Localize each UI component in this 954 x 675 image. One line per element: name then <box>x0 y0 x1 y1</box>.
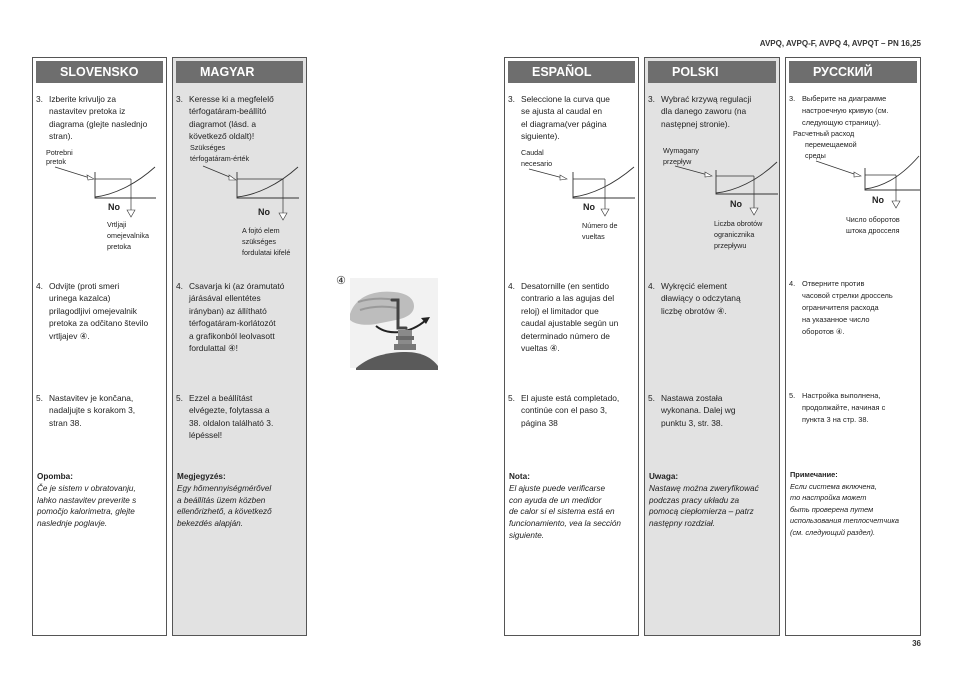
flow-label: перемещаемой <box>805 140 857 149</box>
no-label: No <box>730 199 742 209</box>
step-text: Nastavitev je končana, nadaljujte s korakom 3, stran 38. <box>49 393 136 428</box>
turns-label: Liczba obrotów <box>714 219 763 228</box>
note <box>37 471 162 530</box>
step-5 <box>508 392 634 429</box>
turns-label: Vrtljaji <box>107 220 127 229</box>
turns-label: A fojtó elem <box>242 226 280 235</box>
column-title: РУССКИЙ <box>789 61 917 83</box>
note-title: Uwaga: <box>649 472 679 481</box>
flow-label: Szükséges <box>190 143 226 152</box>
no-label: No <box>872 195 884 205</box>
no-label: No <box>258 207 270 217</box>
turns-label: штока дросселя <box>846 226 900 235</box>
flow-label: necesario <box>521 159 553 168</box>
flow-label: térfogatáram-érték <box>190 154 250 163</box>
step-text: Ezzel a beállítást elvégezte, folytassa a 38. oldalon található 3. lépéssel! <box>189 393 274 441</box>
column-title: SLOVENSKO <box>36 61 163 83</box>
step-number: 4. <box>176 281 183 291</box>
step-4 <box>176 280 302 354</box>
turns-label: vueltas <box>582 232 605 241</box>
step-text: Keresse ki a megfelelő térfogatáram-beállító diagramot (lásd. a következő oldalt)! <box>189 94 274 142</box>
note-title: Opomba: <box>37 472 73 481</box>
column-espanol <box>504 57 639 636</box>
step-number: 3. <box>508 94 515 104</box>
note-title: Nota: <box>509 472 530 481</box>
step-number: 3. <box>789 94 796 103</box>
note-title: Megjegyzés: <box>177 472 226 481</box>
turns-label: fordulatai kifelé <box>242 248 291 257</box>
wrench-adjustment-photo <box>336 274 440 370</box>
column-slovensko <box>32 57 167 636</box>
step-4 <box>648 280 775 317</box>
flow-label: pretok <box>46 157 66 166</box>
note <box>509 471 634 542</box>
step-text: Nastawa została wykonana. Dalej wg punktu 3, str. 38. <box>661 393 736 428</box>
flow-label: Potrebni <box>46 148 73 157</box>
flow-label: Caudal <box>521 148 544 157</box>
no-label: No <box>583 202 595 212</box>
flow-diagram <box>786 58 922 268</box>
column-title: POLSKI <box>648 61 776 83</box>
step-4 <box>789 278 916 338</box>
note-body: El ajuste puede verificarse con ayuda de un medidor de calor si el sistema está en funcionamiento, vea la sección siguiente. <box>509 483 621 540</box>
page-number: 36 <box>912 639 921 648</box>
step-number: 5. <box>176 393 183 403</box>
column-title: ESPAÑOL <box>508 61 635 83</box>
flow-diagram <box>505 58 640 268</box>
step-number: 4. <box>36 281 43 291</box>
flow-label: среды <box>805 151 826 160</box>
note-body: Nastawę można zweryfikować podczas pracy układu za pomocą ciepłomierza – patrz następny rozdział. <box>649 483 759 529</box>
column-polski <box>644 57 780 636</box>
turns-label: ogranicznika <box>714 230 755 239</box>
step-number: 4. <box>508 281 515 291</box>
step-number: 5. <box>648 393 655 403</box>
note-title: Примечание: <box>790 470 838 479</box>
flow-label: przepływ <box>663 157 692 166</box>
no-label: No <box>108 202 120 212</box>
flow-diagram <box>33 58 168 268</box>
turns-label: szükséges <box>242 237 276 246</box>
note <box>649 471 775 530</box>
step-number: 5. <box>36 393 43 403</box>
turns-label: Число оборотов <box>846 215 900 224</box>
step-text: Отверните против часовой стрелки дроссель ограничителя расхода на указанное число оборотов ④. <box>802 279 893 336</box>
turns-label: omejevalnika <box>107 231 149 240</box>
header-model: AVPQ, AVPQ-F, AVPQ 4, AVPQT – PN 16,25 <box>759 39 921 48</box>
step-4 <box>508 280 634 354</box>
column-magyar <box>172 57 307 636</box>
turns-label: pretoka <box>107 242 131 251</box>
flow-diagram <box>173 58 308 268</box>
step-text: Csavarja ki (az óramutató járásával ellentétes irányban) az állítható térfogatáram-korlátozót a grafikonból leolvasott fordulattal ④! <box>189 281 285 354</box>
step-number: 5. <box>789 391 796 400</box>
step-5 <box>789 390 916 426</box>
step-text: Izberite krivuljo za nastavitev pretoka iz diagrama (glejte naslednjo stran). <box>49 94 148 142</box>
note <box>790 469 916 538</box>
step-text: Desatornille (en sentido contrario a las agujas del reloj) el limitador que caudal ajustable según un determinado número de vueltas ④. <box>521 281 619 354</box>
column-title: MAGYAR <box>176 61 303 83</box>
note-body: Če je sistem v obratovanju, lahko nastavitev preverite s pomočjo kalorimetra, glejte naslednje poglavje. <box>37 483 137 529</box>
turns-label: przepływu <box>714 241 747 250</box>
step-text: Seleccione la curva que se ajusta al caudal en el diagrama(ver página siguiente). <box>521 94 610 142</box>
step-text: Настройка выполнена, продолжайте, начиная с пункта 3 на стр. 38. <box>802 391 886 424</box>
step-5 <box>36 392 162 429</box>
step-text: Wybrać krzywą regulacji dla danego zaworu (na następnej stronie). <box>661 94 752 129</box>
turns-label: Número de <box>582 221 618 230</box>
step-5 <box>648 392 775 429</box>
step-text: Wykręcić element dławiący o odczytaną liczbę obrotów ④. <box>661 281 741 316</box>
step-text: Odvijte (proti smeri urinega kazalca) prilagodljivi omejevalnik pretoka za odčitano število vrtljajev ④. <box>49 281 149 341</box>
step-number: 5. <box>508 393 515 403</box>
note-body: Egy hőmennyiségmérővel a beállítás üzem közben ellenőrizhető, a következő bekezdés alapján. <box>177 483 272 529</box>
step-5 <box>176 392 302 442</box>
step-number: 4. <box>789 279 796 288</box>
step-number: 3. <box>176 94 183 104</box>
column-russian <box>785 57 921 636</box>
step-text: Выберите на диаграмме настроечную кривую (см. следующую страницу). <box>802 94 889 127</box>
note-body: Если система включена, то настройка может быть проверена путем использования теплосчетчика (см. следующий раздел). <box>790 481 899 537</box>
flow-label: Расчетный расход <box>793 129 855 138</box>
step-4 <box>36 280 162 342</box>
step-number: 3. <box>648 94 655 104</box>
callout-number: ④ <box>336 274 346 287</box>
note <box>177 471 302 530</box>
step-number: 4. <box>648 281 655 291</box>
step-text: El ajuste está completado, continúe con el paso 3, página 38 <box>521 393 620 428</box>
flow-label: Wymagany <box>663 146 699 155</box>
flow-diagram <box>645 58 781 268</box>
step-number: 3. <box>36 94 43 104</box>
